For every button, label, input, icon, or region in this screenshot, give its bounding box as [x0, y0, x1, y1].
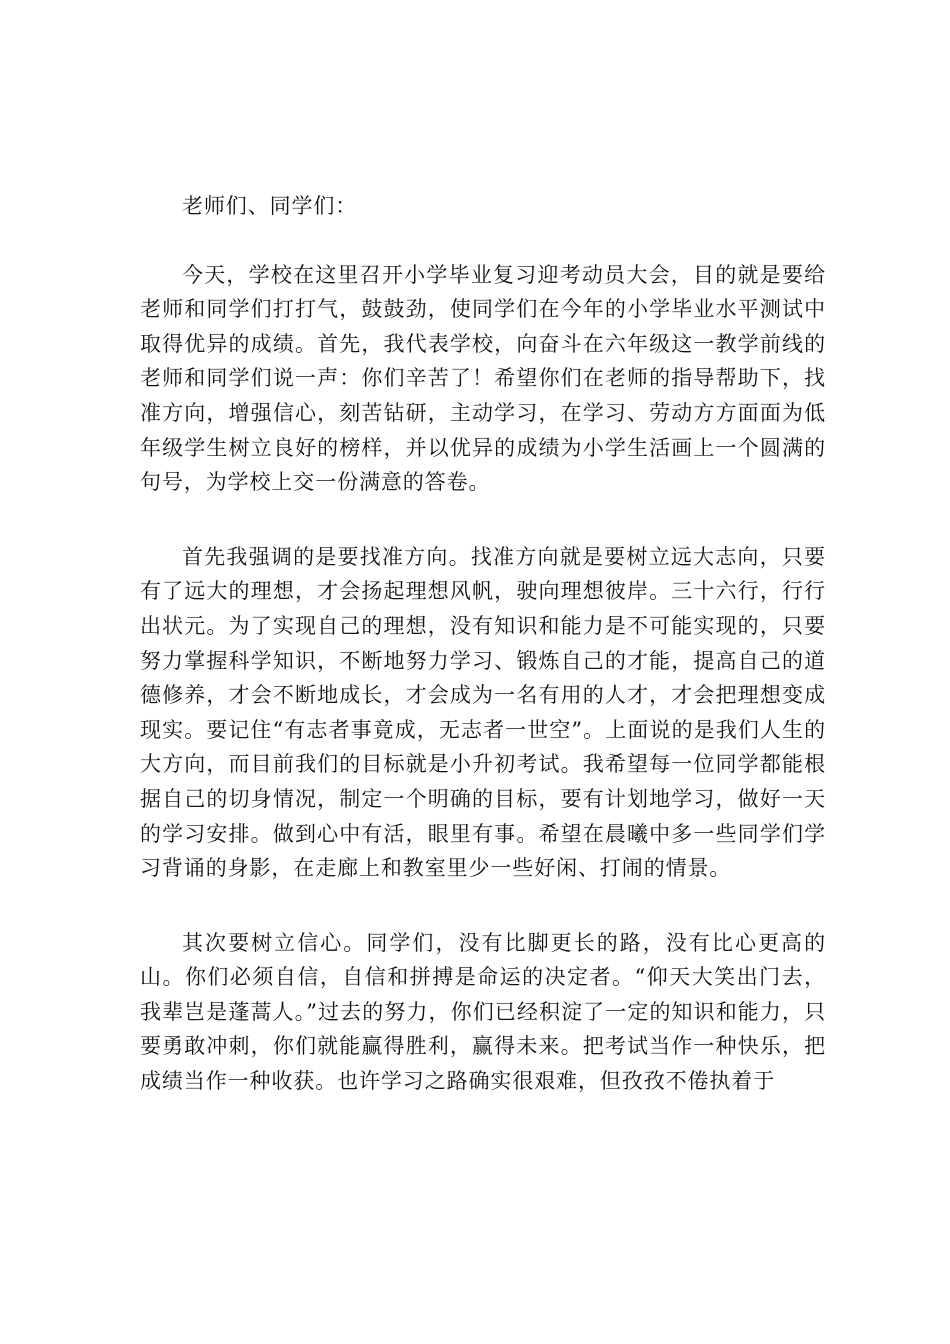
salutation: 老师们、同学们： — [182, 194, 358, 218]
paragraph-confidence: 其次要树立信心。同学们，没有比脚更长的路，没有比心更高的山。你们必须自信，自信和拼搏是命运的决定者。“仰天大笑出门去，我辈岂是蓬蒿人。”过去的努力，你们已经积淀了一定的知识和能力，只要勇敢冲刺，你们就能赢得胜利，赢得未来。把考试当作一种快乐，把成绩当作一种收获。也许学习之路确实很艰难，但孜孜不倦执着于 — [140, 930, 826, 1094]
document-body — [140, 189, 826, 1099]
paragraph-opening: 今天，学校在这里召开小学毕业复习迎考动员大会，目的就是要给老师和同学们打打气，鼓鼓劲，使同学们在今年的小学毕业水平测试中取得优异的成绩。首先，我代表学校，向奋斗在六年级这一教学前线的老师和同学们说一声：你们辛苦了！希望你们在老师的指导帮助下，找准方向，增强信心，刻苦钻研，主动学习，在学习、劳动方方面面为低年级学生树立良好的榜样，并以优异的成绩为小学生活画上一个圆满的句号，为学校上交一份满意的答卷。 — [140, 262, 826, 495]
paragraph-direction: 首先我强调的是要找准方向。找准方向就是要树立远大志向，只要有了远大的理想，才会扬起理想风帆，驶向理想彼岸。三十六行，行行出状元。为了实现自己的理想，没有知识和能力是不可能实现的，只要努力掌握科学知识，不断地努力学习、锻炼自己的才能，提高自己的道德修养，才会不断地成长，才会成为一名有用的人才，才会把理想变成现实。要记住“有志者事竟成，无志者一世空”。上面说的是我们人生的大方向，而目前我们的目标就是小升初考试。我希望每一位同学都能根据自己的切身情况，制定一个明确的目标，要有计划地学习，做好一天的学习安排。做到心中有活，眼里有事。希望在晨曦中多一些同学们学习背诵的身影，在走廊上和教室里少一些好闲、打闹的情景。 — [140, 544, 826, 881]
